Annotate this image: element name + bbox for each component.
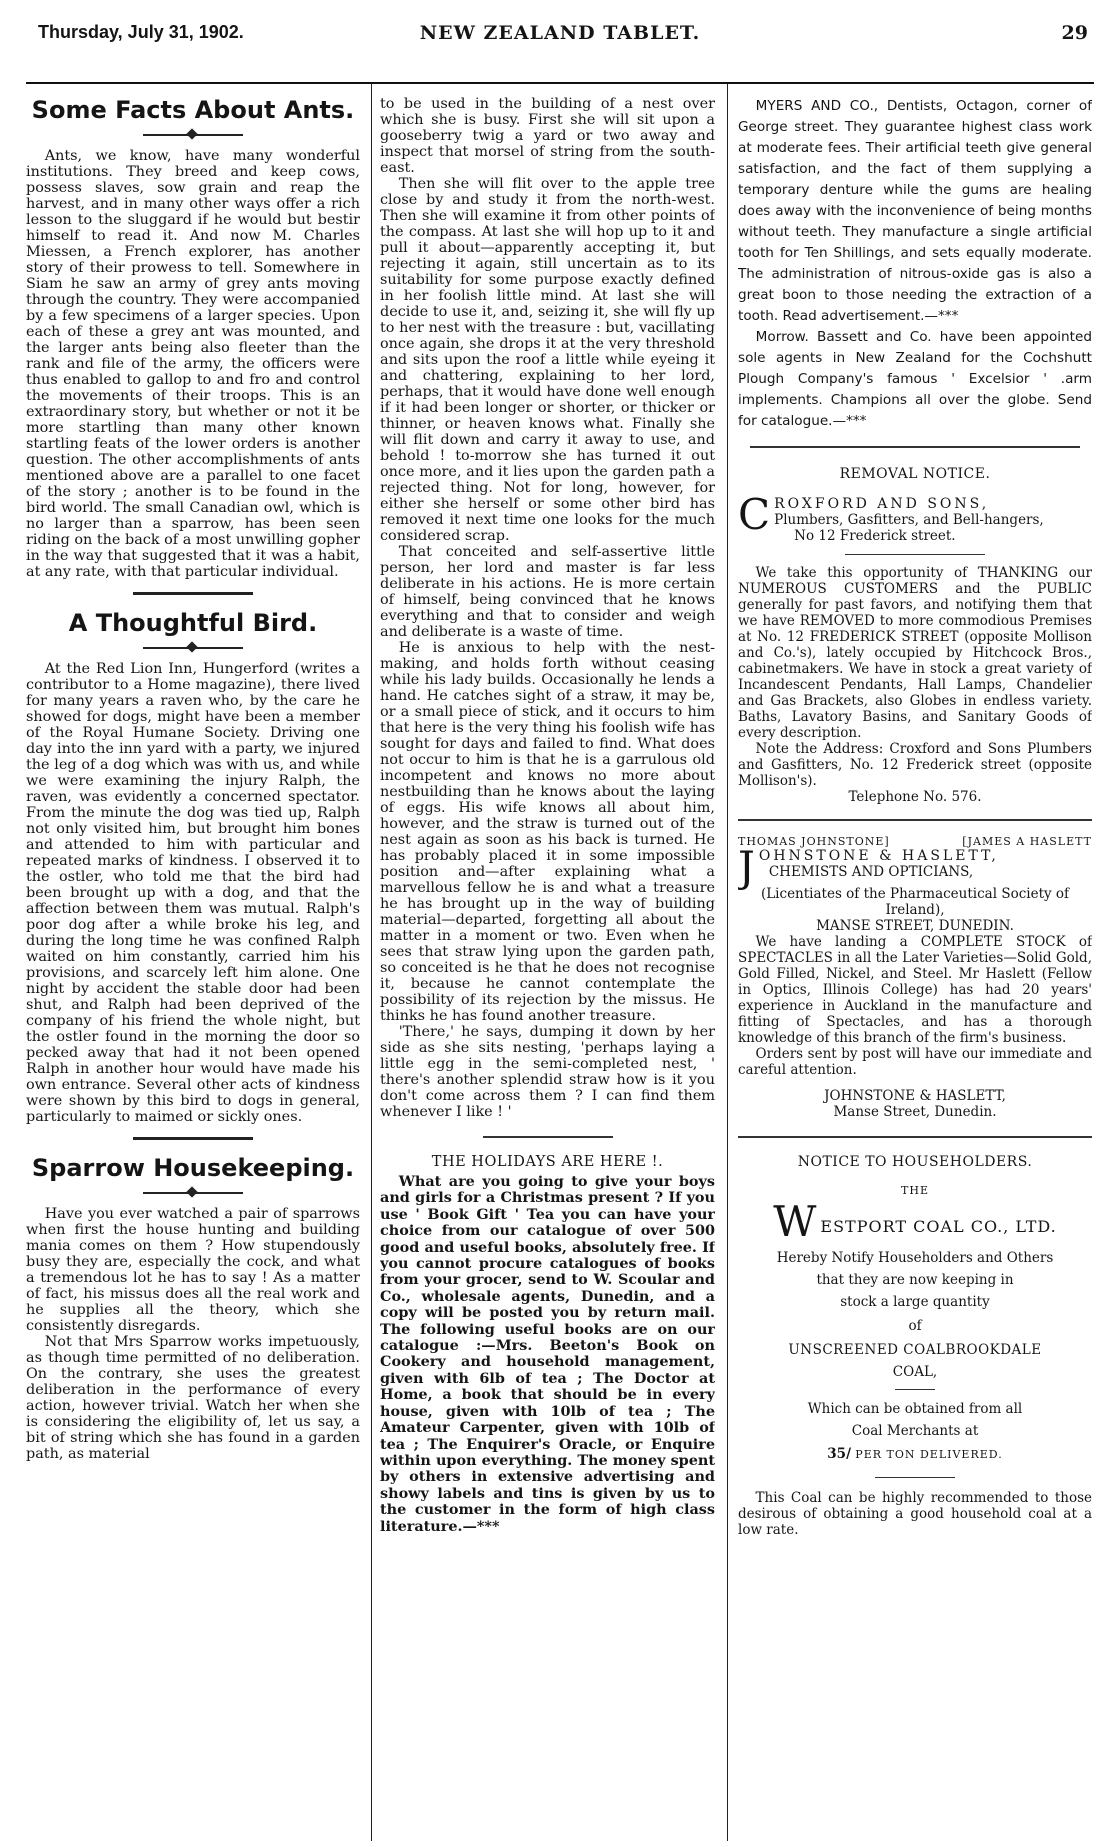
johnstone-body: We have landing a COMPLETE STOCK of SPECTACLES in all the Later Varieties—Solid Gold, Gold Filled, Nickel, and Steel. Mr Haslett (Fellow in Optics, Illinois College) has had 20 years' experience in Auckland in the manufacture and fitting of Spectacles, and has a thorough knowledge of this branch of the firm's business. — [738, 934, 1092, 1046]
masthead-title: NEW ZEALAND TABLET. — [419, 22, 701, 44]
westport-line: that they are now keeping in — [816, 1272, 1014, 1288]
johnstone-trade: CHEMISTS AND OPTICIANS, — [768, 864, 974, 880]
article-title-bird: A Thoughtful Bird. — [68, 609, 318, 637]
croxford-trade: Plumbers, Gasfitters, and Bell-hangers, — [774, 512, 1044, 528]
article-title-ants: Some Facts About Ants. — [31, 96, 355, 124]
westport-product: UNSCREENED COALBROOKDALE — [788, 1342, 1042, 1358]
ornament-divider — [143, 1192, 243, 1194]
column-divider — [727, 84, 728, 1841]
croxford-telephone: Telephone No. 576. — [848, 789, 982, 805]
article-body-sparrow: Have you ever watched a pair of sparrows when first the house hunting and building mania comes on them ? How stupendously busy they are, especially the cock, and what a tremendous lot he has to say ! As a matter of fact, his missus does all the real work and he supplies all the theory, which she consistently disregards. — [26, 1206, 360, 1334]
croxford-note: Note the Address: Croxford and Sons Plumbers and Gasfitters, No. 12 Frederick street (opposite Mollison's). — [738, 741, 1092, 789]
drop-cap: J — [738, 842, 755, 891]
masthead-date: Thursday, July 31, 1902. — [38, 22, 244, 42]
westport-per-ton: PER TON DELIVERED. — [855, 1448, 1003, 1461]
column-divider — [371, 84, 372, 1841]
masthead-rule — [26, 82, 1094, 84]
croxford-address: No 12 Frederick street. — [794, 528, 956, 544]
article-body-sparrow-cont: 'There,' he says, dumping it down by her side as she sits nesting, 'perhaps laying a little egg in the semi-completed nest, ' there's another splendid straw how is it you don't come across them ? I can find them whenever I like ! ' — [380, 1024, 715, 1120]
rule — [895, 1389, 935, 1390]
ad-westport-header — [738, 1197, 1092, 1246]
drop-cap: W — [773, 1197, 817, 1246]
masthead — [26, 0, 1094, 74]
article-title-sparrow: Sparrow Housekeeping. — [31, 1154, 355, 1182]
johnstone-signature-address: Manse Street, Dunedin. — [833, 1104, 997, 1120]
article-body-sparrow-cont: Then she will flit over to the apple tree close by and study it from the north-west. Then she will examine it from other points of the compass. At last she will hop up to it and pull it about—apparently accepting it, but rejecting it again, still uncertain as to its suitability for some purpose exactly defined in her foolish little mind. At last she will decide to use it, and, seizing it, she will fly up to her nest with the treasure : but, vacillating once again, she drops it at the very threshold and sits upon the roof a little while eyeing it and chattering, explaining to her lord, perhaps, that it would have done well enough if it had been longer or shorter, or thicker or thinner, or heaven knows what. Finally she will flit down and carry it away to use, and behold ! to-morrow she has turned it out once more, and it lies upon the garden path a rejected thing. Not for long, however, for either she herself or some other bird has removed it next time one looks for the much considered scrap. — [380, 176, 715, 544]
ad-head-householders: NOTICE TO HOUSEHOLDERS. — [797, 1154, 1033, 1170]
section-rule — [483, 1136, 613, 1138]
croxford-body: We take this opportunity of THANKING our NUMEROUS CUSTOMERS and the PUBLIC generally for past favors, and notifying them that we have REMOVED to more commodious Premises at No. 12 FREDERICK STREET (opposite Mollison and Co.'s), lately occupied by Hitchcock Bros., cabinetmakers. We have in stock a great variety of Incandescent Pendants, Hall Lamps, Chandelier and Gas Brackets, also Globes in endless variety. Baths, Lavatory Basins, and Sanitary Goods of every description. — [738, 565, 1092, 741]
westport-line: Hereby Notify Householders and Others — [776, 1250, 1054, 1266]
ornament-divider — [143, 134, 243, 136]
westport-line: Coal Merchants at — [851, 1423, 979, 1439]
column-left — [26, 96, 360, 1835]
johnstone-licence: (Licentiates of the Pharmaceutical Society of Ireland), — [760, 886, 1070, 918]
notice-myers: MYERS AND CO., Dentists, Octagon, corner of George street. They guarantee highest class work at moderate fees. Their artificial teeth give general satisfaction, and the fact of them supplying a temporary denture while the gums are healing does away with the inconvenience of being months without teeth. They manufacture a single artificial tooth for Ten Shillings, and sets equally moderate. The administration of nitrous-oxide gas is also a great boon to those needing the extraction of a tooth. Read advertisement.—*** — [738, 98, 1092, 324]
westport-closing: This Coal can be highly recommended to those desirous of obtaining a good household coal at a low rate. — [738, 1490, 1092, 1538]
rule — [845, 554, 985, 555]
westport-price-line — [738, 1442, 1092, 1467]
johnstone-signature: JOHNSTONE & HASLETT, — [824, 1088, 1006, 1104]
section-rule — [750, 446, 1080, 448]
article-body-sparrow-cont: to be used in the building of a nest over which she is busy. First she will sit upon a gooseberry twig a yard or two away and inspect that morsel of string from the south-east. — [380, 96, 715, 176]
johnstone-street: MANSE STREET, DUNEDIN. — [816, 918, 1014, 934]
westport-the: THE — [901, 1184, 929, 1197]
rule — [875, 1477, 955, 1478]
johnstone-name: OHNSTONE & HASLETT, — [758, 848, 999, 864]
drop-cap: C — [738, 490, 771, 539]
page-number: 29 — [1061, 22, 1088, 44]
ad-johnstone-header — [738, 842, 1092, 891]
westport-name: ESTPORT COAL CO., LTD. — [820, 1217, 1057, 1236]
westport-line: stock a large quantity — [840, 1294, 990, 1310]
ad-johnstone-partners — [738, 835, 1092, 848]
article-body-ants: Ants, we know, have many wonderful institutions. They breed and keep cows, possess slaves, sow grain and reap the harvest, and in many other ways offer a rich lesson to the sluggard if he would but bestir himself to read it. And now M. Charles Miessen, a French explorer, has another story of their prowess to tell. Somewhere in Siam he saw an army of grey ants moving through the country. They were accompanied by a few specimens of a larger species. Upon each of these a grey ant was mounted, and the larger ants being also fleeter than the rank and file of the army, the officers were thus enabled to gallop to and fro and control the movements of their troops. This is an extraordinary story, but whether or not it be more startling than many other known startling feats of the lower orders is another question. The other accomplishments of ants mentioned above are a parallel to one facet of the story ; another is to be found in the bird world. The small Canadian owl, which is no larger than a sparrow, has been seen riding on the back of a most unwilling gopher in the way that suggested that it was a habit, at any rate, with that particular individual. — [26, 148, 360, 580]
notice-morrow: Morrow. Bassett and Co. have been appointed sole agents in New Zealand for the Cochshutt Plough Company's famous ' Excelsior ' .arm implements. Champions all over the globe. Send for catalogue.—*** — [738, 329, 1092, 429]
johnstone-orders: Orders sent by post will have our immediate and careful attention. — [738, 1046, 1092, 1078]
section-rule — [738, 1136, 1092, 1138]
partner-left: THOMAS JOHNSTONE] — [738, 835, 890, 848]
column-right — [738, 96, 1092, 1835]
article-body-sparrow-cont: He is anxious to help with the nest-making, and holds forth without ceasing while his lady builds. Occasionally he lends a hand. He catches sight of a straw, it may be, or a small piece of stick, and it occurs to him that here is the very thing his foolish wife has sought for days and failed to find. What does not occur to him is that he is a garrulous old incompetent and knows no more about nestbuilding than he knows about the laying of eggs. His wife knows all about him, however, and the straw is turned out of the nest again as soon as his back is turned. He has probably placed it in some impossible position and—after explaining what a marvellous fellow he is and what a treasure he has brought up in the way of building material—departed, forgetting all about the matter in a moment or two. Even when he sees that straw lying upon the garden path, so conceited is he that he does not recognise it, because he cannot contemplate the possibility of its rejection by the missus. He thinks he has found another treasure. — [380, 640, 715, 1024]
westport-of: of — [908, 1318, 922, 1334]
ad-croxford-header — [738, 490, 1092, 544]
article-body-sparrow-cont: That conceited and self-assertive little person, her lord and master is far less deliberate in his actions. He is more certain of himself, being convinced that he knows everything and that to consider and weigh and deliberate is a waste of time. — [380, 544, 715, 640]
column-middle — [380, 96, 715, 1835]
ad-body-holidays: What are you going to give your boys and girls for a Christmas present ? If you use ' Book Gift ' Tea you can have your choice from our catalogue of over 500 good and useful books, absolutely free. If you cannot procure catalogues of books from your grocer, send to W. Scoular and Co., wholesale agents, Dunedin, and a copy will be posted you by return mail. The following useful books are on our catalogue :—Mrs. Beeton's Book on Cookery and household management, given with 6lb of tea ; The Doctor at Home, a book that should be in every house, given with 10lb of tea ; The Amateur Carpenter, given with 10lb of tea ; The Enquirer's Oracle, or Enquire within upon everything. The money spent by others in extensive advertising and showy labels and tins is given by us to the customer in the form of high class literature.—*** — [380, 1173, 715, 1535]
westport-price: 35/ — [827, 1446, 851, 1462]
ornament-divider — [143, 647, 243, 649]
westport-line: Which can be obtained from all — [807, 1401, 1023, 1417]
article-body-sparrow: Not that Mrs Sparrow works impetuously, as though time permitted of no deliberation. On the contrary, she uses the greatest deliberation in the performance of every action, however trivial. Watch her when she is considering the eligibility of, let us say, a bit of string which she has found in a garden path, as material — [26, 1334, 360, 1462]
westport-product: COAL, — [892, 1364, 938, 1380]
partner-right: [JAMES A HASLETT — [962, 835, 1092, 848]
article-body-bird: At the Red Lion Inn, Hungerford (writes a contributor to a Home magazine), there lived for many years a raven who, by the care he showed for dogs, might have been a member of the Royal Humane Society. Driving one day into the inn yard with a party, we injured the leg of a dog which was with us, and while we were examining the injury Ralph, the raven, was evidently a concerned spectator. From the minute the dog was tied up, Ralph not only visited him, but brought him bones and attended to him with particular and repeated marks of kindness. I observed it to the ostler, who told me that the bird had been brought up with a dog, and that the affection between them was mutual. Ralph's poor dog after a while broke his leg, and during the long time he was confined Ralph waited on him constantly, carried him his provisions, and scarcely left him alone. One night by accident the stable door had been shut, and Ralph had been deprived of the company of his friend the whole night, but the ostler found in the morning the door so pecked away that had it not been opened Ralph in another hour would have made his own entrance. Several other acts of kindness were shown by this bird to dogs in general, particularly to maimed or sickly ones. — [26, 661, 360, 1125]
section-rule — [133, 1137, 253, 1140]
section-rule — [738, 819, 1092, 821]
ad-head-removal: REMOVAL NOTICE. — [839, 466, 991, 482]
section-rule — [133, 592, 253, 595]
ad-title-holidays: THE HOLIDAYS ARE HERE !. — [431, 1154, 664, 1170]
croxford-name: ROXFORD AND SONS, — [774, 496, 990, 512]
